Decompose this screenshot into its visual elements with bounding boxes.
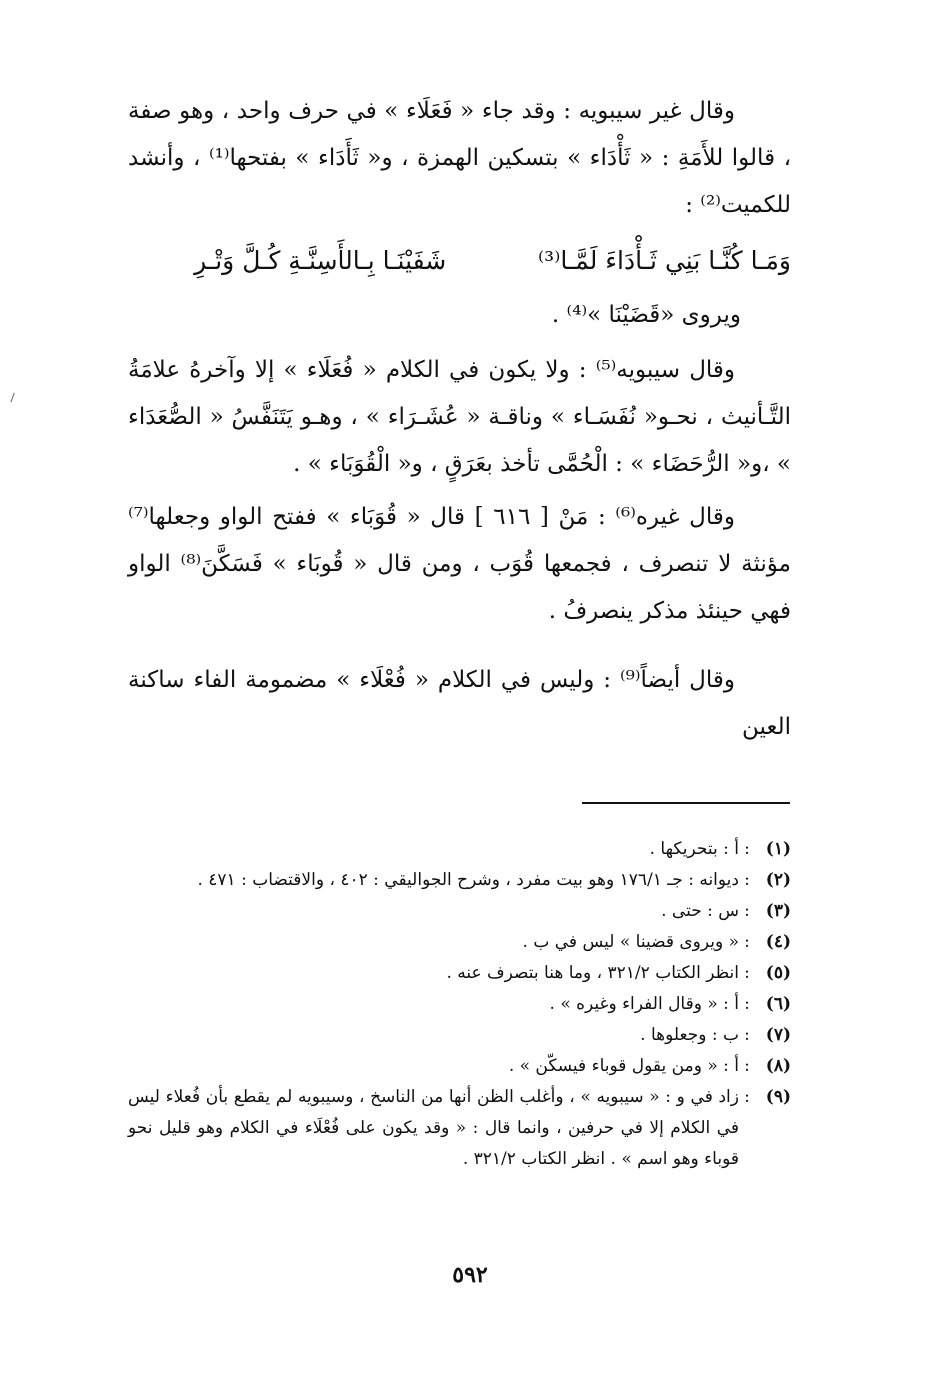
footnote-number: (٨) — [765, 1056, 791, 1076]
verse-first-hemistich: وَمَـا كُنَّـا بَنِي ثَـأْدَاءَ لَمَّـا⁽³⁾ — [538, 246, 791, 275]
paragraph-2: وقال سيبويه⁽⁵⁾ : ولا يكون في الكلام « فُعَلَاء » إلا وآخرهُ علامَةُ التَّـأنيث ، نحـو« نُفَسَـاء » وناقـة « عُشَـرَاء » ، وهـو يَتَنَفَّسُ « الصُّعَدَاء » ،و« الرُّحَضَاء » : الْحُمَّى تأخذ بعَرَقٍ ، و« الْقُوَبَاء » . — [128, 357, 791, 477]
footnote: (٥) : انظر الكتاب ٣٢١/٢ ، وما هنا بتصرف عنه . — [128, 958, 791, 989]
footnote-text: انظر الكتاب ٣٢١/٢ ، وما هنا بتصرف عنه . — [446, 963, 739, 983]
verse-second-hemistich: شَفَيْنَـا بِـالأَسِنَّـةِ كُـلَّ وَتْـرِ — [194, 246, 447, 275]
main-text — [128, 88, 791, 751]
footnote-number: (٧) — [765, 1025, 791, 1045]
footnote-text: أ : « وقال الفراء وغيره » . — [549, 994, 739, 1014]
footnote-number: (٣) — [765, 901, 791, 921]
verse-variant-note: ويروى «قَضَيْنَا »⁽⁴⁾ . — [551, 302, 741, 328]
footnote: (٣) : س : حتى . — [128, 896, 791, 927]
paragraph-1: وقال غير سيبويه : وقد جاء « فَعَلَاء » في حرف واحد ، وهو صفة ، قالوا للأَمَةِ : « ثَأْدَاء » بتسكين الهمزة ، و« ثَأَدَاء » بفتحها⁽¹⁾ ، وأنشد للكميت⁽²⁾ : — [128, 98, 791, 218]
footnote-number: (٦) — [765, 994, 791, 1014]
footnotes — [128, 834, 791, 1175]
footnote: (٨) : أ : « ومن يقول قوباء فيسكّن » . — [128, 1051, 791, 1082]
footnote: (٩) : زاد في و : « سيبويه » ، وأغلب الظن أنها من الناسخ ، وسيبويه لم يقطع بأن فُعلاء ليس في الكلام إلا في حرفين ، وانما قال : « وقد يكون على فُعْلَاء في الكلام وهو قليل نحو قوباء وهو اسم » . انظر الكتاب ٣٢١/٢ . — [128, 1082, 791, 1175]
page-number: ٥٩٢ — [452, 1262, 488, 1288]
footnote-number: (٩) — [765, 1087, 791, 1107]
footnote: (٤) : « ويروى قضينا » ليس في ب . — [128, 927, 791, 958]
footnote-number: (٥) — [765, 963, 791, 983]
poetry-verse — [128, 233, 791, 289]
footnote: (٢) : ديوانه : جـ ١٧٦/١ وهو بيت مفرد ، وشرح الجواليقي : ٤٠٢ ، والاقتضاب : ٤٧١ . — [128, 865, 791, 896]
footnote-text: « ويروى قضينا » ليس في ب . — [522, 932, 739, 952]
margin-mark — [10, 393, 17, 404]
footnote-separator — [582, 802, 790, 804]
footnote-text: ديوانه : جـ ١٧٦/١ وهو بيت مفرد ، وشرح الجواليقي : ٤٠٢ ، والاقتضاب : ٤٧١ . — [197, 870, 739, 890]
footnote-text: أ : بتحريكها . — [649, 839, 739, 859]
footnote: (٦) : أ : « وقال الفراء وغيره » . — [128, 989, 791, 1020]
paragraph-4: وقال أيضاً⁽⁹⁾ : وليس في الكلام « فُعْلَاء » مضمومة الفاء ساكنة العين — [128, 667, 791, 740]
footnote-number: (١) — [765, 839, 791, 859]
footnote: (٧) : ب : وجعلوها . — [128, 1020, 791, 1051]
footnote-text: ب : وجعلوها . — [640, 1025, 739, 1045]
paragraph-3: وقال غيره⁽⁶⁾ : مَنْ [ ٦١٦ ] قال « قُوَبَاء » ففتح الواو وجعلها⁽⁷⁾ مؤنثة لا تنصرف ، فجمعها قُوَب ، ومن قال « قُوبَاء » فَسَكَّنَ⁽⁸⁾ الواو فهي حينئذ مذكر ينصرفُ . — [128, 504, 791, 624]
footnote: (١) : أ : بتحريكها . — [128, 834, 791, 865]
footnote-number: (٤) — [765, 932, 791, 952]
footnote-text: زاد في و : « سيبويه » ، وأغلب الظن أنها من الناسخ ، وسيبويه لم يقطع بأن فُعلاء ليس في الكلام إلا في حرفين ، وانما قال : « وقد يكون على فُعْلَاء في الكلام وهو قليل نحو قوباء وهو اسم » . انظر الكتاب ٣٢١/٢ . — [128, 1087, 739, 1169]
footnote-text: أ : « ومن يقول قوباء فيسكّن » . — [508, 1056, 739, 1076]
footnote-number: (٢) — [765, 870, 791, 890]
footnote-text: س : حتى . — [661, 901, 739, 921]
